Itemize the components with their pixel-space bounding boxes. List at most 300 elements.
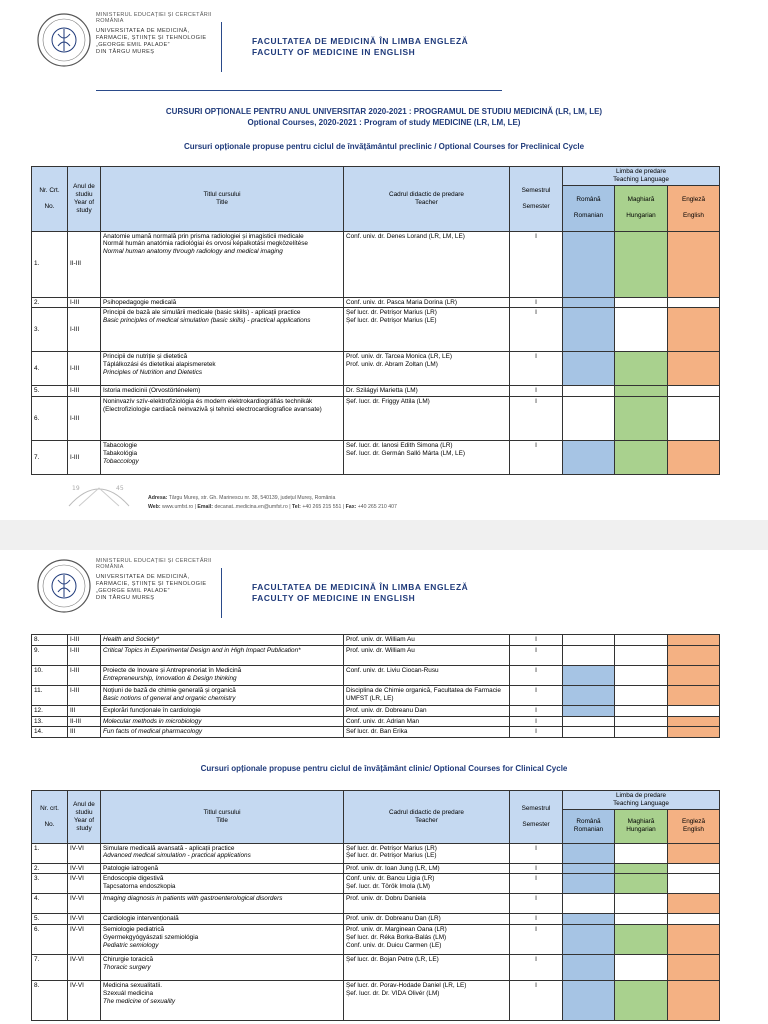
- col-header-nr: [32, 791, 68, 844]
- table-row: [32, 665, 720, 685]
- row-year: I-III: [68, 397, 101, 441]
- course-title-cell: [101, 645, 344, 665]
- course-title-line: Istoria medicinii (Orvostörténelem): [103, 387, 201, 395]
- row-semester: I: [510, 874, 563, 894]
- romanian-cell: [563, 874, 615, 894]
- header-text: Semestrul: [521, 805, 551, 813]
- romanian-cell: [563, 863, 615, 874]
- row-number: 3.: [32, 874, 68, 894]
- row-semester: I: [510, 231, 563, 297]
- title-en: Optional Courses, 2020-2021 : Program of study MEDICINE (LR, LM, LE): [247, 118, 521, 127]
- row-year: I-III: [68, 352, 101, 386]
- teacher-line: Prof. univ. dr. Dobreanu Dan (LR): [346, 915, 441, 923]
- faculty-name: [252, 582, 468, 604]
- romanian-cell: [563, 727, 615, 738]
- course-title-line: Tabakológia: [103, 449, 138, 457]
- row-number: 5.: [32, 386, 68, 397]
- teacher-cell: [344, 441, 510, 475]
- english-cell: [668, 645, 720, 665]
- romanian-cell: [563, 352, 615, 386]
- english-cell: [668, 981, 720, 1021]
- row-semester: I: [510, 894, 563, 914]
- footer-seal-icon: [64, 476, 134, 512]
- course-title-cell: [101, 981, 344, 1021]
- course-title-line: Tapcsatorna endoszkopia: [103, 883, 176, 891]
- teacher-cell: [344, 843, 510, 863]
- teacher-line: Dr. Szilágyi Marietta (LM): [346, 387, 418, 395]
- col-header-english: [668, 185, 720, 231]
- row-semester: I: [510, 685, 563, 705]
- teacher-line: Conf. univ. dr. Bancu Ligia (LR): [346, 875, 435, 883]
- course-title-line: Fun facts of medical pharmacology: [103, 728, 203, 736]
- row-year: I-III: [68, 635, 101, 646]
- row-number: 8.: [32, 635, 68, 646]
- teacher-line: Șef lucr. dr. Réka Borka-Balás (LM): [346, 933, 447, 941]
- teacher-line: Conf. univ. dr. Pasca Maria Dorina (LR): [346, 298, 458, 306]
- teacher-cell: [344, 665, 510, 685]
- row-year: I-III: [68, 665, 101, 685]
- preclinical-continued-body: [32, 635, 720, 738]
- ministry-name: [96, 558, 212, 570]
- header-text: English: [683, 826, 704, 834]
- teacher-line: Șef lucr. dr. Porav-Hodade Daniel (LR, LE): [346, 982, 467, 990]
- english-cell: [668, 914, 720, 925]
- col-header-language: [563, 791, 720, 810]
- course-title-cell: [101, 665, 344, 685]
- course-title-line: Advanced medical simulation - practical applications: [103, 852, 251, 860]
- course-title-cell: [101, 863, 344, 874]
- table-row: [32, 716, 720, 727]
- table-row: [32, 925, 720, 955]
- course-title-line: Cardiologie intervențională: [103, 915, 179, 923]
- course-title-line: Gyermekgyógyászati szemiológia: [103, 933, 199, 941]
- romanian-cell: [563, 308, 615, 352]
- english-cell: [668, 955, 720, 981]
- course-title-cell: [101, 705, 344, 716]
- row-year: III: [68, 727, 101, 738]
- row-semester: I: [510, 635, 563, 646]
- hungarian-cell: [615, 685, 668, 705]
- course-title-cell: [101, 441, 344, 475]
- course-title-line: Endoscopie digestivă: [103, 875, 164, 883]
- preclinical-courses-table-continued: [31, 634, 720, 738]
- course-title-line: Táplálkozási és dietetikai alapismeretek: [103, 361, 216, 369]
- header-text: Maghiară: [627, 818, 655, 826]
- hungarian-cell: [615, 231, 668, 297]
- row-semester: I: [510, 843, 563, 863]
- teacher-line: Șef lucr. dr. Petrișor Marius (LE): [346, 317, 437, 325]
- header-text: Romanian: [573, 211, 604, 219]
- web-label: Web:: [148, 504, 161, 510]
- table-row: [32, 863, 720, 874]
- col-header-year: Anul de studiu Year of study: [68, 167, 101, 232]
- row-number: 4.: [32, 894, 68, 914]
- hungarian-cell: [615, 665, 668, 685]
- hungarian-cell: [615, 441, 668, 475]
- english-cell: [668, 665, 720, 685]
- row-number: 9.: [32, 645, 68, 665]
- univ-line: DIN TÂRGU MUREȘ: [96, 595, 155, 601]
- header-text: Limba de predare: [615, 792, 667, 799]
- email-label: Email:: [197, 504, 213, 510]
- course-title-line: Normal human anatomy through radiology and medical imaging: [103, 248, 283, 256]
- hungarian-cell: [615, 955, 668, 981]
- teacher-line: Prof. univ. dr. Tarcea Monica (LR, LE): [346, 353, 452, 361]
- header-text: Teacher: [415, 198, 438, 206]
- romanian-cell: [563, 894, 615, 914]
- romanian-cell: [563, 981, 615, 1021]
- header-text: Maghiară: [627, 196, 655, 204]
- course-title-line: Simulare medicală avansată - aplicații practice: [103, 844, 235, 852]
- preclinical-heading: Cursuri opționale propuse pentru ciclul de învățământul preclinic / Optional Courses for Preclinical Cycle: [183, 142, 585, 151]
- course-title-line: Noțiuni de bază de chimie generală și organică: [103, 686, 236, 694]
- teacher-line: Sef. lucr. dr. Ianosi Edith Simona (LR): [346, 442, 453, 450]
- english-cell: [668, 705, 720, 716]
- hungarian-cell: [615, 874, 668, 894]
- col-header-romanian: [563, 809, 615, 843]
- english-cell: [668, 685, 720, 705]
- header-text: Limba de predare: [615, 168, 667, 175]
- table-row: [32, 441, 720, 475]
- row-semester: I: [510, 441, 563, 475]
- teacher-cell: [344, 874, 510, 894]
- romanian-cell: [563, 635, 615, 646]
- teacher-line: Prof. univ. dr. Dobreanu Dan: [346, 706, 427, 714]
- course-title-line: Principii de bază ale simulării medicale (basic skills) - aplicații practice: [103, 309, 301, 317]
- teacher-cell: [344, 308, 510, 352]
- course-title-line: Entrepreneurship, Innovation & Design thinking: [103, 674, 237, 682]
- header-text: Română: [576, 818, 601, 826]
- header-text: Semester: [522, 820, 550, 828]
- english-cell: [668, 843, 720, 863]
- course-title-cell: [101, 308, 344, 352]
- table-row: [32, 308, 720, 352]
- teacher-cell: [344, 397, 510, 441]
- english-cell: [668, 352, 720, 386]
- header-text: Teaching Language: [613, 175, 669, 183]
- teacher-line: Disciplina de Chimie organică, Facultatea de Farmacie UMFST (LR, LE): [346, 686, 501, 702]
- course-title-line: Medicina sexualitatii.: [103, 982, 162, 990]
- row-year: I-III: [68, 386, 101, 397]
- row-year: II-III: [68, 716, 101, 727]
- english-cell: [668, 441, 720, 475]
- teacher-line: Prof. univ. dr. Ioan Jung (LR, LM): [346, 864, 440, 872]
- course-title-line: Basic notions of general and organic chemistry: [103, 694, 236, 702]
- course-title-line: Patologie iatrogenă: [103, 864, 159, 872]
- row-semester: I: [510, 352, 563, 386]
- teacher-cell: [344, 894, 510, 914]
- teacher-cell: [344, 925, 510, 955]
- course-title-cell: [101, 894, 344, 914]
- university-seal-icon: [36, 558, 92, 614]
- course-title-cell: [101, 955, 344, 981]
- teacher-line: Conf. univ. dr. Denes Lorand (LR, LM, LE): [346, 232, 465, 240]
- romanian-cell: [563, 914, 615, 925]
- header-text: No.: [44, 820, 55, 828]
- page-header: [36, 558, 506, 638]
- row-semester: I: [510, 914, 563, 925]
- row-number: 13.: [32, 716, 68, 727]
- teacher-line: Șef. lucr. dr. Dr. VIDA Olivér (LM): [346, 989, 440, 997]
- romanian-cell: [563, 705, 615, 716]
- teacher-line: Conf. univ. dr. Duicu Carmen (LE): [346, 941, 442, 949]
- teacher-cell: [344, 716, 510, 727]
- header-text: No.: [44, 202, 55, 210]
- row-semester: I: [510, 297, 563, 308]
- header-text: Cadrul didactic de predare: [389, 809, 464, 816]
- english-cell: [668, 231, 720, 297]
- teacher-cell: [344, 705, 510, 716]
- fax-label: Fax:: [345, 504, 357, 510]
- row-number: 2.: [32, 297, 68, 308]
- table-row: [32, 386, 720, 397]
- romanian-cell: [563, 955, 615, 981]
- teacher-line: Șef. lucr. dr. Török Imola (LM): [346, 883, 431, 891]
- row-semester: I: [510, 955, 563, 981]
- header-text: Title: [216, 198, 228, 206]
- course-title-cell: [101, 231, 344, 297]
- teacher-cell: [344, 635, 510, 646]
- clinical-table-body: [32, 843, 720, 1021]
- course-title-cell: [101, 635, 344, 646]
- teacher-cell: [344, 645, 510, 665]
- row-number: 6.: [32, 925, 68, 955]
- course-title-cell: [101, 843, 344, 863]
- faculty-name: [252, 36, 468, 58]
- course-title-line: Molecular methods in microbiology: [103, 717, 202, 725]
- english-cell: [668, 386, 720, 397]
- table-row: [32, 297, 720, 308]
- row-year: I-III: [68, 297, 101, 308]
- univ-line: „GEORGE EMIL PALADE”: [96, 588, 170, 594]
- document-page-2: [0, 550, 768, 1024]
- hungarian-cell: [615, 645, 668, 665]
- romanian-cell: [563, 297, 615, 308]
- english-cell: [668, 894, 720, 914]
- row-number: 12.: [32, 705, 68, 716]
- university-name: [96, 574, 207, 602]
- hungarian-cell: [615, 397, 668, 441]
- table-row: [32, 635, 720, 646]
- course-title-line: Normál humán anatómia radiológiai és orvosi képalkotási megközelítése: [103, 240, 308, 248]
- romanian-cell: [563, 645, 615, 665]
- header-text: Romanian: [573, 826, 604, 834]
- header-text: Semestrul: [521, 187, 551, 195]
- header-text: Engleză: [681, 818, 706, 826]
- romanian-cell: [563, 386, 615, 397]
- table-row: [32, 874, 720, 894]
- col-header-language: [563, 167, 720, 186]
- header-text: Nr. crt.: [40, 805, 59, 813]
- row-number: 7.: [32, 955, 68, 981]
- ministry-line: MINISTERUL EDUCAȚIEI ȘI CERCETĂRII: [96, 12, 212, 18]
- teacher-cell: [344, 981, 510, 1021]
- course-title-cell: [101, 716, 344, 727]
- row-year: IV-VI: [68, 925, 101, 955]
- page-gap: [0, 520, 768, 550]
- row-semester: I: [510, 665, 563, 685]
- univ-line: FARMACIE, ȘTIINȚE ȘI TEHNOLOGIE: [96, 581, 207, 587]
- course-title-line: (Electrofiziologie cardiacă neinvazivă și tehnici electrocardiografice avansate): [103, 405, 322, 413]
- course-title-line: Critical Topics in Experimental Design and in High Impact Publication*: [103, 646, 301, 654]
- teacher-cell: [344, 231, 510, 297]
- page-header: [36, 12, 506, 92]
- row-semester: I: [510, 386, 563, 397]
- header-divider: [221, 22, 222, 72]
- fax-value: +40 265 210 407: [357, 504, 397, 510]
- course-title-line: Semiologie pediatrică: [103, 926, 165, 934]
- hungarian-cell: [615, 352, 668, 386]
- table-row: [32, 955, 720, 981]
- faculty-name-ro: FACULTATEA DE MEDICINĂ ÎN LIMBA ENGLEZĂ: [252, 36, 469, 46]
- header-text: Română: [576, 196, 601, 204]
- hungarian-cell: [615, 716, 668, 727]
- header-text: Cadrul didactic de predare: [389, 191, 464, 198]
- hungarian-cell: [615, 925, 668, 955]
- hungarian-cell: [615, 727, 668, 738]
- row-semester: I: [510, 645, 563, 665]
- faculty-name-en: FACULTY OF MEDICINE IN ENGLISH: [252, 593, 416, 603]
- row-year: I-III: [68, 441, 101, 475]
- english-cell: [668, 297, 720, 308]
- row-number: 7.: [32, 441, 68, 475]
- header-divider: [221, 568, 222, 618]
- col-header-teacher: [344, 167, 510, 232]
- teacher-line: Prof. univ. dr. William Au: [346, 636, 415, 643]
- email-link[interactable]: decanat..medicina.en@umfst.ro: [214, 504, 288, 510]
- univ-line: „GEORGE EMIL PALADE”: [96, 42, 170, 48]
- web-link[interactable]: www.umfst.ro: [162, 504, 194, 510]
- english-cell: [668, 727, 720, 738]
- english-cell: [668, 925, 720, 955]
- teacher-line: Șef. lucr. dr. Friggy Attila (LM): [346, 398, 430, 406]
- romanian-cell: [563, 397, 615, 441]
- hungarian-cell: [615, 705, 668, 716]
- course-title-line: Psihopedagogie medicală: [103, 298, 177, 306]
- course-title-line: Health and Society*: [103, 636, 160, 643]
- col-header-english: [668, 809, 720, 843]
- course-title-cell: [101, 727, 344, 738]
- course-title-line: Basic principles of medical simulation (basic skills) - practical applications: [103, 317, 311, 325]
- preclinical-courses-table: [31, 166, 720, 475]
- teacher-line: Prof. univ. dr. William Au: [346, 646, 415, 654]
- row-year: II-III: [68, 231, 101, 297]
- course-title-cell: [101, 874, 344, 894]
- header-text: Teacher: [415, 816, 438, 824]
- address-value: Târgu Mureș, str. Gh. Marinescu nr. 38, 540139, județul Mureș, România: [168, 495, 336, 501]
- row-number: 1.: [32, 843, 68, 863]
- hungarian-cell: [615, 297, 668, 308]
- course-title-line: Szexuál medicina: [103, 989, 154, 997]
- ministry-country: ROMÂNIA: [96, 564, 124, 570]
- english-cell: [668, 716, 720, 727]
- col-header-title: [101, 791, 344, 844]
- header-text: Semester: [522, 202, 550, 210]
- header-rule: [96, 90, 502, 91]
- course-title-line: The medicine of sexuality: [103, 997, 176, 1005]
- seal-year-left: 19: [72, 485, 80, 492]
- header-text: Title: [216, 816, 228, 824]
- row-year: I-III: [68, 645, 101, 665]
- course-title-line: Anatomie umană normală prin prisma radiologiei și imagisticii medicale: [103, 232, 304, 240]
- faculty-name-ro: FACULTATEA DE MEDICINĂ ÎN LIMBA ENGLEZĂ: [252, 582, 469, 592]
- header-text: Engleză: [681, 196, 706, 204]
- row-year: IV-VI: [68, 863, 101, 874]
- course-title-cell: [101, 386, 344, 397]
- romanian-cell: [563, 231, 615, 297]
- row-number: 4.: [32, 352, 68, 386]
- ministry-name: [96, 12, 212, 24]
- row-number: 5.: [32, 914, 68, 925]
- table-row: [32, 645, 720, 665]
- clinical-courses-table: [31, 790, 720, 1021]
- footer-address: [148, 494, 397, 503]
- teacher-line: Conf. univ. dr. Adrian Man: [346, 717, 420, 725]
- row-number: 2.: [32, 863, 68, 874]
- header-text: Hungarian: [626, 211, 656, 219]
- hungarian-cell: [615, 894, 668, 914]
- course-title-cell: [101, 352, 344, 386]
- row-year: I-III: [68, 308, 101, 352]
- univ-line: FARMACIE, ȘTIINȚE ȘI TEHNOLOGIE: [96, 35, 207, 41]
- university-seal-icon: [36, 12, 92, 68]
- row-year: IV-VI: [68, 894, 101, 914]
- row-number: 6.: [32, 397, 68, 441]
- table-row: [32, 914, 720, 925]
- table-row: [32, 231, 720, 297]
- ministry-line: MINISTERUL EDUCAȚIEI ȘI CERCETĂRII: [96, 558, 212, 564]
- row-semester: I: [510, 397, 563, 441]
- row-semester: I: [510, 727, 563, 738]
- tel-label: Tel:: [292, 504, 301, 510]
- header-text: Teaching Language: [613, 799, 669, 807]
- univ-line: UNIVERSITATEA DE MEDICINĂ,: [96, 28, 190, 34]
- course-title-cell: [101, 685, 344, 705]
- romanian-cell: [563, 685, 615, 705]
- table-row: [32, 894, 720, 914]
- teacher-cell: [344, 863, 510, 874]
- address-label: Adresa:: [148, 495, 168, 501]
- teacher-line: Sef lucr. dr. Ban Erika: [346, 728, 408, 736]
- header-text: Titlul cursului: [203, 809, 241, 816]
- header-text: Hungarian: [626, 826, 656, 834]
- table-row: [32, 685, 720, 705]
- teacher-line: Șef lucr. dr. Petrișor Marius (LR): [346, 309, 437, 317]
- hungarian-cell: [615, 308, 668, 352]
- hungarian-cell: [615, 914, 668, 925]
- romanian-cell: [563, 716, 615, 727]
- university-name: [96, 28, 207, 56]
- teacher-line: Sef. lucr. dr. Germán Salló Márta (LM, LE): [346, 449, 465, 457]
- teacher-line: Conf. univ. dr. Liviu Ciocan-Rusu: [346, 666, 439, 674]
- footer-contacts: Web: www.umfst.ro | Email: decanat..medicina.en@umfst.ro | Tel: +40 265 215 551 | Fax: +40 265 210 407: [148, 504, 397, 510]
- col-header-romanian: [563, 185, 615, 231]
- col-header-semester: [510, 791, 563, 844]
- teacher-cell: [344, 955, 510, 981]
- row-year: IV-VI: [68, 981, 101, 1021]
- english-cell: [668, 397, 720, 441]
- course-title-line: Explorări funcționale în cardiologie: [103, 706, 201, 714]
- course-title-cell: [101, 397, 344, 441]
- univ-line: UNIVERSITATEA DE MEDICINĂ,: [96, 574, 190, 580]
- course-title-cell: [101, 925, 344, 955]
- col-header-nr: [32, 167, 68, 232]
- row-semester: I: [510, 981, 563, 1021]
- row-year: IV-VI: [68, 843, 101, 863]
- row-semester: I: [510, 925, 563, 955]
- table-row: [32, 397, 720, 441]
- header-text: English: [683, 211, 704, 219]
